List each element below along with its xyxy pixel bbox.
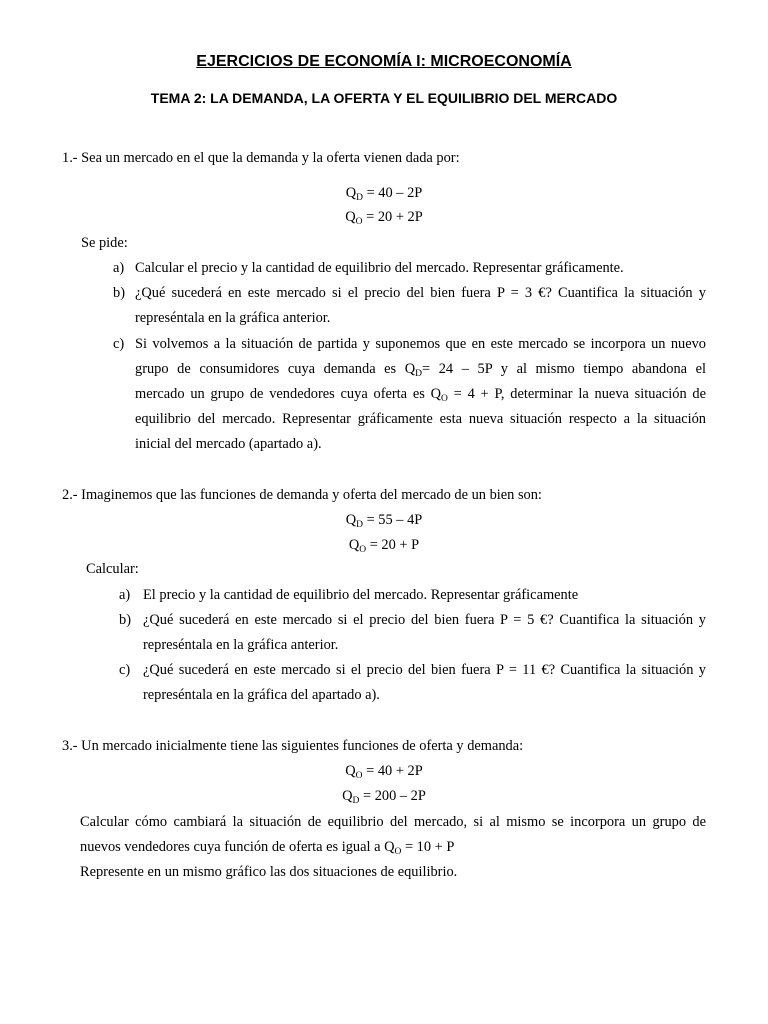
exercise-2-a-marker: a) [119, 587, 131, 603]
exercise-1-equation-demand: $Q_D = 40 - 2P$ [345, 185, 423, 203]
exercise-2-equation-demand: $Q_D = 55 - 4P$ [345, 512, 423, 530]
exercise-1-b-marker: b) [113, 285, 125, 301]
exercise-1-a-marker: a) [113, 260, 125, 276]
exercise-2-c-marker: c) [119, 662, 131, 678]
exercise-1-equation-supply: $Q_O = 20 + 2P$ [345, 209, 423, 227]
exercise-1-intro: 1.- Sea un mercado en el que la demanda y la oferta vienen dada por: [62, 150, 460, 166]
exercise-3-line-3: Represente en un mismo gráfico las dos situaciones de equilibrio. [80, 864, 458, 880]
exercise-2-a-text: El precio y la cantidad de equilibrio del mercado. Representar gráficamente [143, 587, 579, 603]
exercise-3-line-1: Calcular cómo cambiará la situación de equilibrio del mercado, si al mismo se incorpora un grupo de [80, 814, 706, 830]
exercise-1-c-marker: c) [113, 336, 125, 352]
exercise-1-b-line-1: ¿Qué sucederá en este mercado si el precio del bien fuera P = 3 €? Cuantifica la situación y [135, 285, 706, 301]
document-title: EJERCICIOS DE ECONOMÍA I: MICROECONOMÍA [196, 53, 572, 70]
exercise-1-a-text: Calcular el precio y la cantidad de equilibrio del mercado. Representar gráficamente. [135, 260, 624, 276]
exercise-1-c-line-1: Si volvemos a la situación de partida y suponemos que en este mercado se incorpora un nuevo [135, 336, 706, 352]
exercise-1-c-line-3: mercado un grupo de vendedores cuya oferta es $Q_O = 4 + P$, determinar la nueva situación de [135, 386, 707, 404]
exercise-1-c-line-4: equilibrio del mercado. Representar gráficamente esta nueva situación respecto a la situación [135, 411, 706, 427]
exercise-2-calcular: Calcular: [86, 561, 139, 577]
exercise-3-intro: 3.- Un mercado inicialmente tiene las siguientes funciones de oferta y demanda: [62, 738, 524, 754]
exercise-3-line-2: nuevos vendedores cuya función de oferta es igual a $Q_O = 10 + P$ [80, 839, 455, 857]
exercise-1-se-pide: Se pide: [81, 235, 128, 251]
exercise-2-c-line-2: represéntala en la gráfica del apartado a). [143, 687, 380, 703]
exercise-1-b-line-2: represéntala en la gráfica anterior. [135, 310, 331, 326]
exercise-3-equation-supply: $Q_O = 40 + 2P$ [345, 763, 423, 781]
exercise-2-b-line-1: ¿Qué sucederá en este mercado si el precio del bien fuera P = 5 €? Cuantifica la situación y [143, 612, 706, 628]
exercise-2-b-line-2: represéntala en la gráfica anterior. [143, 637, 339, 653]
exercise-3-equation-demand: $Q_D = 200 - 2P$ [342, 788, 426, 806]
document-subtitle: TEMA 2: LA DEMANDA, LA OFERTA Y EL EQUILIBRIO DEL MERCADO [150, 90, 618, 106]
exercise-2-b-marker: b) [119, 612, 131, 628]
exercise-2-c-line-1: ¿Qué sucederá en este mercado si el precio del bien fuera P = 11 €? Cuantifica la situación y [143, 662, 706, 678]
exercise-1-c-line-2: grupo de consumidores cuya demanda es $Q_D= 24 - 5P$ y al mismo tiempo abandona el [135, 361, 707, 379]
exercise-2-equation-supply: $Q_O = 20 + P$ [348, 537, 420, 555]
exercise-1-c-line-5: inicial del mercado (apartado a). [135, 436, 322, 452]
exercise-2-intro: 2.- Imaginemos que las funciones de demanda y oferta del mercado de un bien son: [62, 487, 542, 503]
